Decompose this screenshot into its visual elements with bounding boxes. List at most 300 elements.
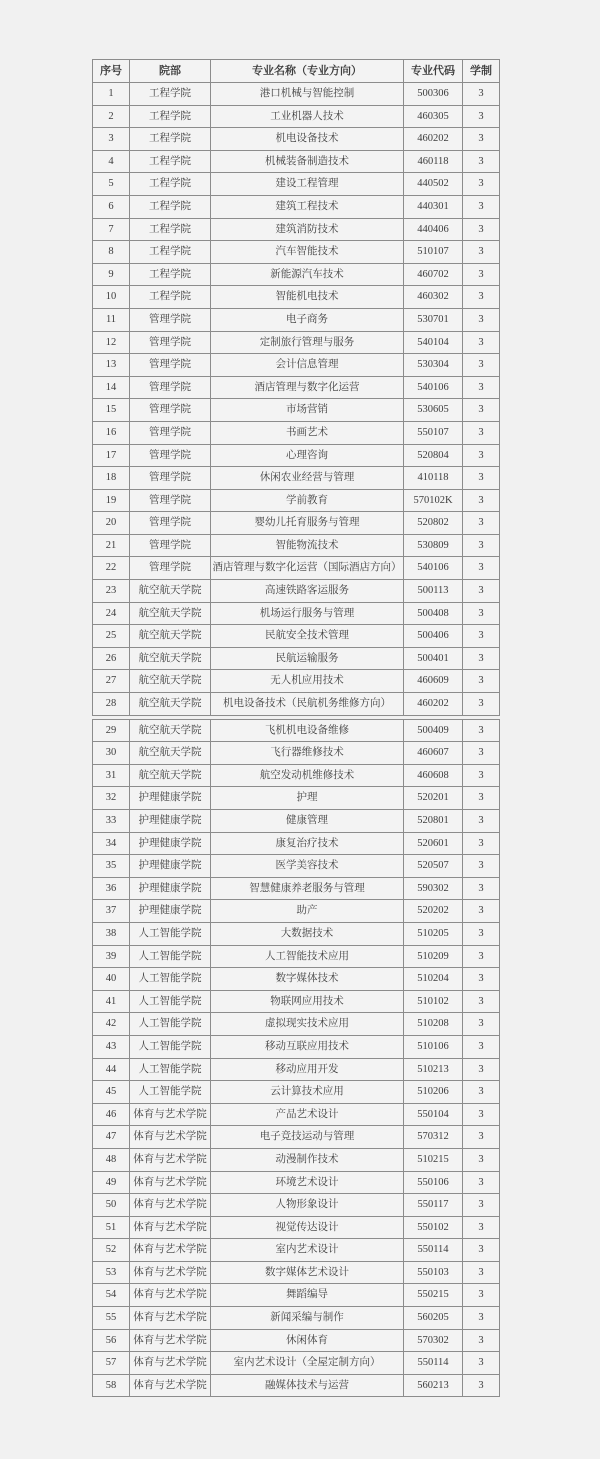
table-row <box>93 670 500 693</box>
major-name-cell: 智慧健康养老服务与管理 <box>211 877 404 900</box>
duration-cell: 3 <box>463 263 500 286</box>
duration-cell: 3 <box>463 421 500 444</box>
serial-cell: 14 <box>93 376 130 399</box>
major-code-cell: 540106 <box>404 376 463 399</box>
major-name-cell: 数字媒体技术 <box>211 968 404 991</box>
major-code-cell: 460609 <box>404 670 463 693</box>
major-code-cell: 410118 <box>404 467 463 490</box>
college-cell: 人工智能学院 <box>130 1013 211 1036</box>
serial-cell: 10 <box>93 286 130 309</box>
college-cell: 航空航天学院 <box>130 580 211 603</box>
college-cell: 体育与艺术学院 <box>130 1216 211 1239</box>
major-name-cell: 健康管理 <box>211 810 404 833</box>
duration-cell: 3 <box>463 286 500 309</box>
college-cell: 管理学院 <box>130 489 211 512</box>
major-name-cell: 动漫制作技术 <box>211 1148 404 1171</box>
major-name-cell: 酒店管理与数字化运营 <box>211 376 404 399</box>
major-code-cell: 460608 <box>404 764 463 787</box>
duration-cell: 3 <box>463 534 500 557</box>
major-code-cell: 520802 <box>404 512 463 535</box>
major-code-cell: 570312 <box>404 1126 463 1149</box>
serial-cell: 54 <box>93 1284 130 1307</box>
major-name-cell: 新闻采编与制作 <box>211 1307 404 1330</box>
major-name-cell: 护理 <box>211 787 404 810</box>
serial-cell: 45 <box>93 1081 130 1104</box>
duration-cell: 3 <box>463 900 500 923</box>
major-code-cell: 520801 <box>404 810 463 833</box>
major-code-cell: 500408 <box>404 602 463 625</box>
duration-cell: 3 <box>463 1194 500 1217</box>
major-name-cell: 智能物流技术 <box>211 534 404 557</box>
major-code-cell: 440301 <box>404 195 463 218</box>
serial-cell: 23 <box>93 580 130 603</box>
table-row <box>93 489 500 512</box>
college-cell: 护理健康学院 <box>130 787 211 810</box>
college-cell: 管理学院 <box>130 557 211 580</box>
serial-cell: 58 <box>93 1374 130 1397</box>
college-cell: 人工智能学院 <box>130 945 211 968</box>
table-row <box>93 1352 500 1375</box>
major-name-cell: 书画艺术 <box>211 421 404 444</box>
major-name-cell: 休闲农业经营与管理 <box>211 467 404 490</box>
table-row <box>93 534 500 557</box>
major-code-cell: 550107 <box>404 421 463 444</box>
major-name-cell: 大数据技术 <box>211 922 404 945</box>
serial-cell: 57 <box>93 1352 130 1375</box>
college-cell: 工程学院 <box>130 128 211 151</box>
duration-cell: 3 <box>463 647 500 670</box>
col-header-serial: 序号 <box>93 60 130 83</box>
table-row <box>93 195 500 218</box>
major-code-cell: 500306 <box>404 83 463 106</box>
major-code-cell: 460302 <box>404 286 463 309</box>
college-cell: 工程学院 <box>130 173 211 196</box>
table-row <box>93 1374 500 1397</box>
college-cell: 体育与艺术学院 <box>130 1103 211 1126</box>
serial-cell: 12 <box>93 331 130 354</box>
table-row <box>93 399 500 422</box>
college-cell: 人工智能学院 <box>130 990 211 1013</box>
serial-cell: 55 <box>93 1307 130 1330</box>
table-row <box>93 1081 500 1104</box>
table-row <box>93 1126 500 1149</box>
college-cell: 管理学院 <box>130 399 211 422</box>
duration-cell: 3 <box>463 719 500 742</box>
duration-cell: 3 <box>463 1329 500 1352</box>
major-code-cell: 510204 <box>404 968 463 991</box>
college-cell: 管理学院 <box>130 421 211 444</box>
duration-cell: 3 <box>463 1352 500 1375</box>
table-row <box>93 602 500 625</box>
college-cell: 管理学院 <box>130 308 211 331</box>
serial-cell: 21 <box>93 534 130 557</box>
duration-cell: 3 <box>463 1216 500 1239</box>
duration-cell: 3 <box>463 602 500 625</box>
serial-cell: 3 <box>93 128 130 151</box>
major-code-cell: 510107 <box>404 241 463 264</box>
serial-cell: 30 <box>93 742 130 765</box>
major-name-cell: 物联网应用技术 <box>211 990 404 1013</box>
college-cell: 管理学院 <box>130 331 211 354</box>
college-cell: 工程学院 <box>130 263 211 286</box>
duration-cell: 3 <box>463 241 500 264</box>
major-code-cell: 510206 <box>404 1081 463 1104</box>
serial-cell: 1 <box>93 83 130 106</box>
duration-cell: 3 <box>463 1307 500 1330</box>
college-cell: 管理学院 <box>130 376 211 399</box>
serial-cell: 2 <box>93 105 130 128</box>
serial-cell: 40 <box>93 968 130 991</box>
college-cell: 航空航天学院 <box>130 719 211 742</box>
major-name-cell: 休闲体育 <box>211 1329 404 1352</box>
college-cell: 航空航天学院 <box>130 602 211 625</box>
major-code-cell: 550106 <box>404 1171 463 1194</box>
table-row <box>93 308 500 331</box>
serial-cell: 25 <box>93 625 130 648</box>
major-name-cell: 数字媒体艺术设计 <box>211 1261 404 1284</box>
major-code-cell: 570302 <box>404 1329 463 1352</box>
major-name-cell: 建筑工程技术 <box>211 195 404 218</box>
major-code-cell: 550104 <box>404 1103 463 1126</box>
college-cell: 航空航天学院 <box>130 764 211 787</box>
table-row <box>93 922 500 945</box>
college-cell: 护理健康学院 <box>130 855 211 878</box>
major-code-cell: 550102 <box>404 1216 463 1239</box>
serial-cell: 4 <box>93 150 130 173</box>
major-code-cell: 560205 <box>404 1307 463 1330</box>
majors-table-page-1 <box>92 59 500 716</box>
major-name-cell: 民航运输服务 <box>211 647 404 670</box>
table-row <box>93 1148 500 1171</box>
serial-cell: 26 <box>93 647 130 670</box>
table-row <box>93 557 500 580</box>
college-cell: 人工智能学院 <box>130 1058 211 1081</box>
major-code-cell: 510208 <box>404 1013 463 1036</box>
duration-cell: 3 <box>463 1013 500 1036</box>
majors-table-page-2 <box>92 719 500 1398</box>
serial-cell: 11 <box>93 308 130 331</box>
duration-cell: 3 <box>463 764 500 787</box>
table-row <box>93 764 500 787</box>
college-cell: 航空航天学院 <box>130 625 211 648</box>
duration-cell: 3 <box>463 1035 500 1058</box>
major-code-cell: 520507 <box>404 855 463 878</box>
table-row <box>93 105 500 128</box>
college-cell: 航空航天学院 <box>130 647 211 670</box>
major-code-cell: 440502 <box>404 173 463 196</box>
major-code-cell: 530809 <box>404 534 463 557</box>
col-header-duration: 学制 <box>463 60 500 83</box>
table-row <box>93 1103 500 1126</box>
college-cell: 人工智能学院 <box>130 968 211 991</box>
major-code-cell: 590302 <box>404 877 463 900</box>
duration-cell: 3 <box>463 693 500 716</box>
major-name-cell: 机械装备制造技术 <box>211 150 404 173</box>
col-header-college: 院部 <box>130 60 211 83</box>
table-row <box>93 1307 500 1330</box>
major-code-cell: 510209 <box>404 945 463 968</box>
college-cell: 护理健康学院 <box>130 877 211 900</box>
major-name-cell: 飞行器维修技术 <box>211 742 404 765</box>
table-row <box>93 1013 500 1036</box>
major-name-cell: 视觉传达设计 <box>211 1216 404 1239</box>
serial-cell: 24 <box>93 602 130 625</box>
serial-cell: 52 <box>93 1239 130 1262</box>
table-row <box>93 787 500 810</box>
college-cell: 航空航天学院 <box>130 742 211 765</box>
major-code-cell: 550114 <box>404 1239 463 1262</box>
college-cell: 工程学院 <box>130 195 211 218</box>
table-row <box>93 945 500 968</box>
table-row <box>93 1284 500 1307</box>
duration-cell: 3 <box>463 173 500 196</box>
major-name-cell: 医学美容技术 <box>211 855 404 878</box>
major-code-cell: 550215 <box>404 1284 463 1307</box>
major-code-cell: 460202 <box>404 128 463 151</box>
serial-cell: 32 <box>93 787 130 810</box>
serial-cell: 20 <box>93 512 130 535</box>
table-row <box>93 467 500 490</box>
major-code-cell: 570102K <box>404 489 463 512</box>
college-cell: 体育与艺术学院 <box>130 1307 211 1330</box>
table-row <box>93 625 500 648</box>
table-row <box>93 900 500 923</box>
serial-cell: 41 <box>93 990 130 1013</box>
duration-cell: 3 <box>463 557 500 580</box>
table-row <box>93 990 500 1013</box>
major-code-cell: 460118 <box>404 150 463 173</box>
major-name-cell: 高速铁路客运服务 <box>211 580 404 603</box>
major-code-cell: 500113 <box>404 580 463 603</box>
college-cell: 管理学院 <box>130 512 211 535</box>
college-cell: 体育与艺术学院 <box>130 1126 211 1149</box>
table-row <box>93 1194 500 1217</box>
serial-cell: 56 <box>93 1329 130 1352</box>
college-cell: 人工智能学院 <box>130 922 211 945</box>
major-code-cell: 510213 <box>404 1058 463 1081</box>
college-cell: 体育与艺术学院 <box>130 1352 211 1375</box>
major-code-cell: 500401 <box>404 647 463 670</box>
serial-cell: 18 <box>93 467 130 490</box>
major-name-cell: 舞蹈编导 <box>211 1284 404 1307</box>
table-row <box>93 742 500 765</box>
duration-cell: 3 <box>463 354 500 377</box>
major-name-cell: 工业机器人技术 <box>211 105 404 128</box>
table-row <box>93 263 500 286</box>
table-row <box>93 810 500 833</box>
duration-cell: 3 <box>463 331 500 354</box>
duration-cell: 3 <box>463 1261 500 1284</box>
major-name-cell: 定制旅行管理与服务 <box>211 331 404 354</box>
major-name-cell: 航空发动机维修技术 <box>211 764 404 787</box>
major-code-cell: 440406 <box>404 218 463 241</box>
duration-cell: 3 <box>463 1284 500 1307</box>
serial-cell: 8 <box>93 241 130 264</box>
major-code-cell: 550117 <box>404 1194 463 1217</box>
serial-cell: 31 <box>93 764 130 787</box>
college-cell: 护理健康学院 <box>130 832 211 855</box>
major-code-cell: 560213 <box>404 1374 463 1397</box>
table-row <box>93 354 500 377</box>
college-cell: 工程学院 <box>130 105 211 128</box>
table-row <box>93 693 500 716</box>
serial-cell: 42 <box>93 1013 130 1036</box>
table-row <box>93 719 500 742</box>
major-name-cell: 云计算技术应用 <box>211 1081 404 1104</box>
college-cell: 工程学院 <box>130 286 211 309</box>
table-row <box>93 580 500 603</box>
college-cell: 管理学院 <box>130 354 211 377</box>
table-row <box>93 376 500 399</box>
duration-cell: 3 <box>463 444 500 467</box>
college-cell: 管理学院 <box>130 534 211 557</box>
duration-cell: 3 <box>463 1058 500 1081</box>
major-name-cell: 融媒体技术与运营 <box>211 1374 404 1397</box>
major-name-cell: 民航安全技术管理 <box>211 625 404 648</box>
serial-cell: 13 <box>93 354 130 377</box>
college-cell: 航空航天学院 <box>130 693 211 716</box>
serial-cell: 35 <box>93 855 130 878</box>
table-row <box>93 83 500 106</box>
table-row <box>93 855 500 878</box>
table-row <box>93 150 500 173</box>
major-name-cell: 康复治疗技术 <box>211 832 404 855</box>
duration-cell: 3 <box>463 945 500 968</box>
duration-cell: 3 <box>463 990 500 1013</box>
major-code-cell: 540106 <box>404 557 463 580</box>
duration-cell: 3 <box>463 308 500 331</box>
major-name-cell: 机电设备技术 <box>211 128 404 151</box>
duration-cell: 3 <box>463 128 500 151</box>
major-name-cell: 建筑消防技术 <box>211 218 404 241</box>
major-name-cell: 助产 <box>211 900 404 923</box>
serial-cell: 39 <box>93 945 130 968</box>
table-header-row <box>93 60 500 83</box>
major-name-cell: 人物形象设计 <box>211 1194 404 1217</box>
duration-cell: 3 <box>463 218 500 241</box>
table-row <box>93 218 500 241</box>
serial-cell: 15 <box>93 399 130 422</box>
college-cell: 工程学院 <box>130 83 211 106</box>
serial-cell: 34 <box>93 832 130 855</box>
major-code-cell: 520601 <box>404 832 463 855</box>
major-name-cell: 电子商务 <box>211 308 404 331</box>
duration-cell: 3 <box>463 810 500 833</box>
duration-cell: 3 <box>463 467 500 490</box>
table-row <box>93 1035 500 1058</box>
col-header-code: 专业代码 <box>404 60 463 83</box>
college-cell: 工程学院 <box>130 218 211 241</box>
table-row <box>93 1329 500 1352</box>
duration-cell: 3 <box>463 1081 500 1104</box>
duration-cell: 3 <box>463 968 500 991</box>
major-name-cell: 学前教育 <box>211 489 404 512</box>
serial-cell: 33 <box>93 810 130 833</box>
major-code-cell: 530605 <box>404 399 463 422</box>
major-code-cell: 530701 <box>404 308 463 331</box>
serial-cell: 6 <box>93 195 130 218</box>
table-row <box>93 331 500 354</box>
duration-cell: 3 <box>463 832 500 855</box>
college-cell: 体育与艺术学院 <box>130 1374 211 1397</box>
table-row <box>93 173 500 196</box>
college-cell: 护理健康学院 <box>130 900 211 923</box>
serial-cell: 19 <box>93 489 130 512</box>
serial-cell: 29 <box>93 719 130 742</box>
major-code-cell: 520804 <box>404 444 463 467</box>
duration-cell: 3 <box>463 855 500 878</box>
major-name-cell: 人工智能技术应用 <box>211 945 404 968</box>
major-code-cell: 500409 <box>404 719 463 742</box>
major-code-cell: 510205 <box>404 922 463 945</box>
college-cell: 体育与艺术学院 <box>130 1329 211 1352</box>
college-cell: 管理学院 <box>130 467 211 490</box>
college-cell: 工程学院 <box>130 241 211 264</box>
major-name-cell: 室内艺术设计（全屋定制方向） <box>211 1352 404 1375</box>
duration-cell: 3 <box>463 1148 500 1171</box>
major-code-cell: 460702 <box>404 263 463 286</box>
college-cell: 人工智能学院 <box>130 1081 211 1104</box>
college-cell: 护理健康学院 <box>130 810 211 833</box>
table-row <box>93 512 500 535</box>
serial-cell: 27 <box>93 670 130 693</box>
serial-cell: 9 <box>93 263 130 286</box>
major-code-cell: 510106 <box>404 1035 463 1058</box>
duration-cell: 3 <box>463 922 500 945</box>
duration-cell: 3 <box>463 742 500 765</box>
table-row <box>93 877 500 900</box>
college-cell: 体育与艺术学院 <box>130 1284 211 1307</box>
table-row <box>93 1058 500 1081</box>
major-code-cell: 460607 <box>404 742 463 765</box>
major-name-cell: 机场运行服务与管理 <box>211 602 404 625</box>
college-cell: 体育与艺术学院 <box>130 1261 211 1284</box>
serial-cell: 5 <box>93 173 130 196</box>
duration-cell: 3 <box>463 376 500 399</box>
major-name-cell: 建设工程管理 <box>211 173 404 196</box>
major-code-cell: 510215 <box>404 1148 463 1171</box>
major-code-cell: 540104 <box>404 331 463 354</box>
duration-cell: 3 <box>463 489 500 512</box>
college-cell: 体育与艺术学院 <box>130 1194 211 1217</box>
major-code-cell: 460305 <box>404 105 463 128</box>
table-row <box>93 286 500 309</box>
major-code-cell: 550114 <box>404 1352 463 1375</box>
serial-cell: 48 <box>93 1148 130 1171</box>
major-name-cell: 虚拟现实技术应用 <box>211 1013 404 1036</box>
serial-cell: 7 <box>93 218 130 241</box>
duration-cell: 3 <box>463 787 500 810</box>
table-row <box>93 647 500 670</box>
serial-cell: 51 <box>93 1216 130 1239</box>
table-row <box>93 832 500 855</box>
col-header-major: 专业名称（专业方向） <box>211 60 404 83</box>
major-code-cell: 520202 <box>404 900 463 923</box>
duration-cell: 3 <box>463 512 500 535</box>
college-cell: 体育与艺术学院 <box>130 1148 211 1171</box>
duration-cell: 3 <box>463 1171 500 1194</box>
duration-cell: 3 <box>463 105 500 128</box>
serial-cell: 22 <box>93 557 130 580</box>
serial-cell: 43 <box>93 1035 130 1058</box>
serial-cell: 36 <box>93 877 130 900</box>
major-name-cell: 酒店管理与数字化运营（国际酒店方向） <box>211 557 404 580</box>
major-name-cell: 市场营销 <box>211 399 404 422</box>
duration-cell: 3 <box>463 1103 500 1126</box>
major-name-cell: 新能源汽车技术 <box>211 263 404 286</box>
major-name-cell: 智能机电技术 <box>211 286 404 309</box>
serial-cell: 50 <box>93 1194 130 1217</box>
